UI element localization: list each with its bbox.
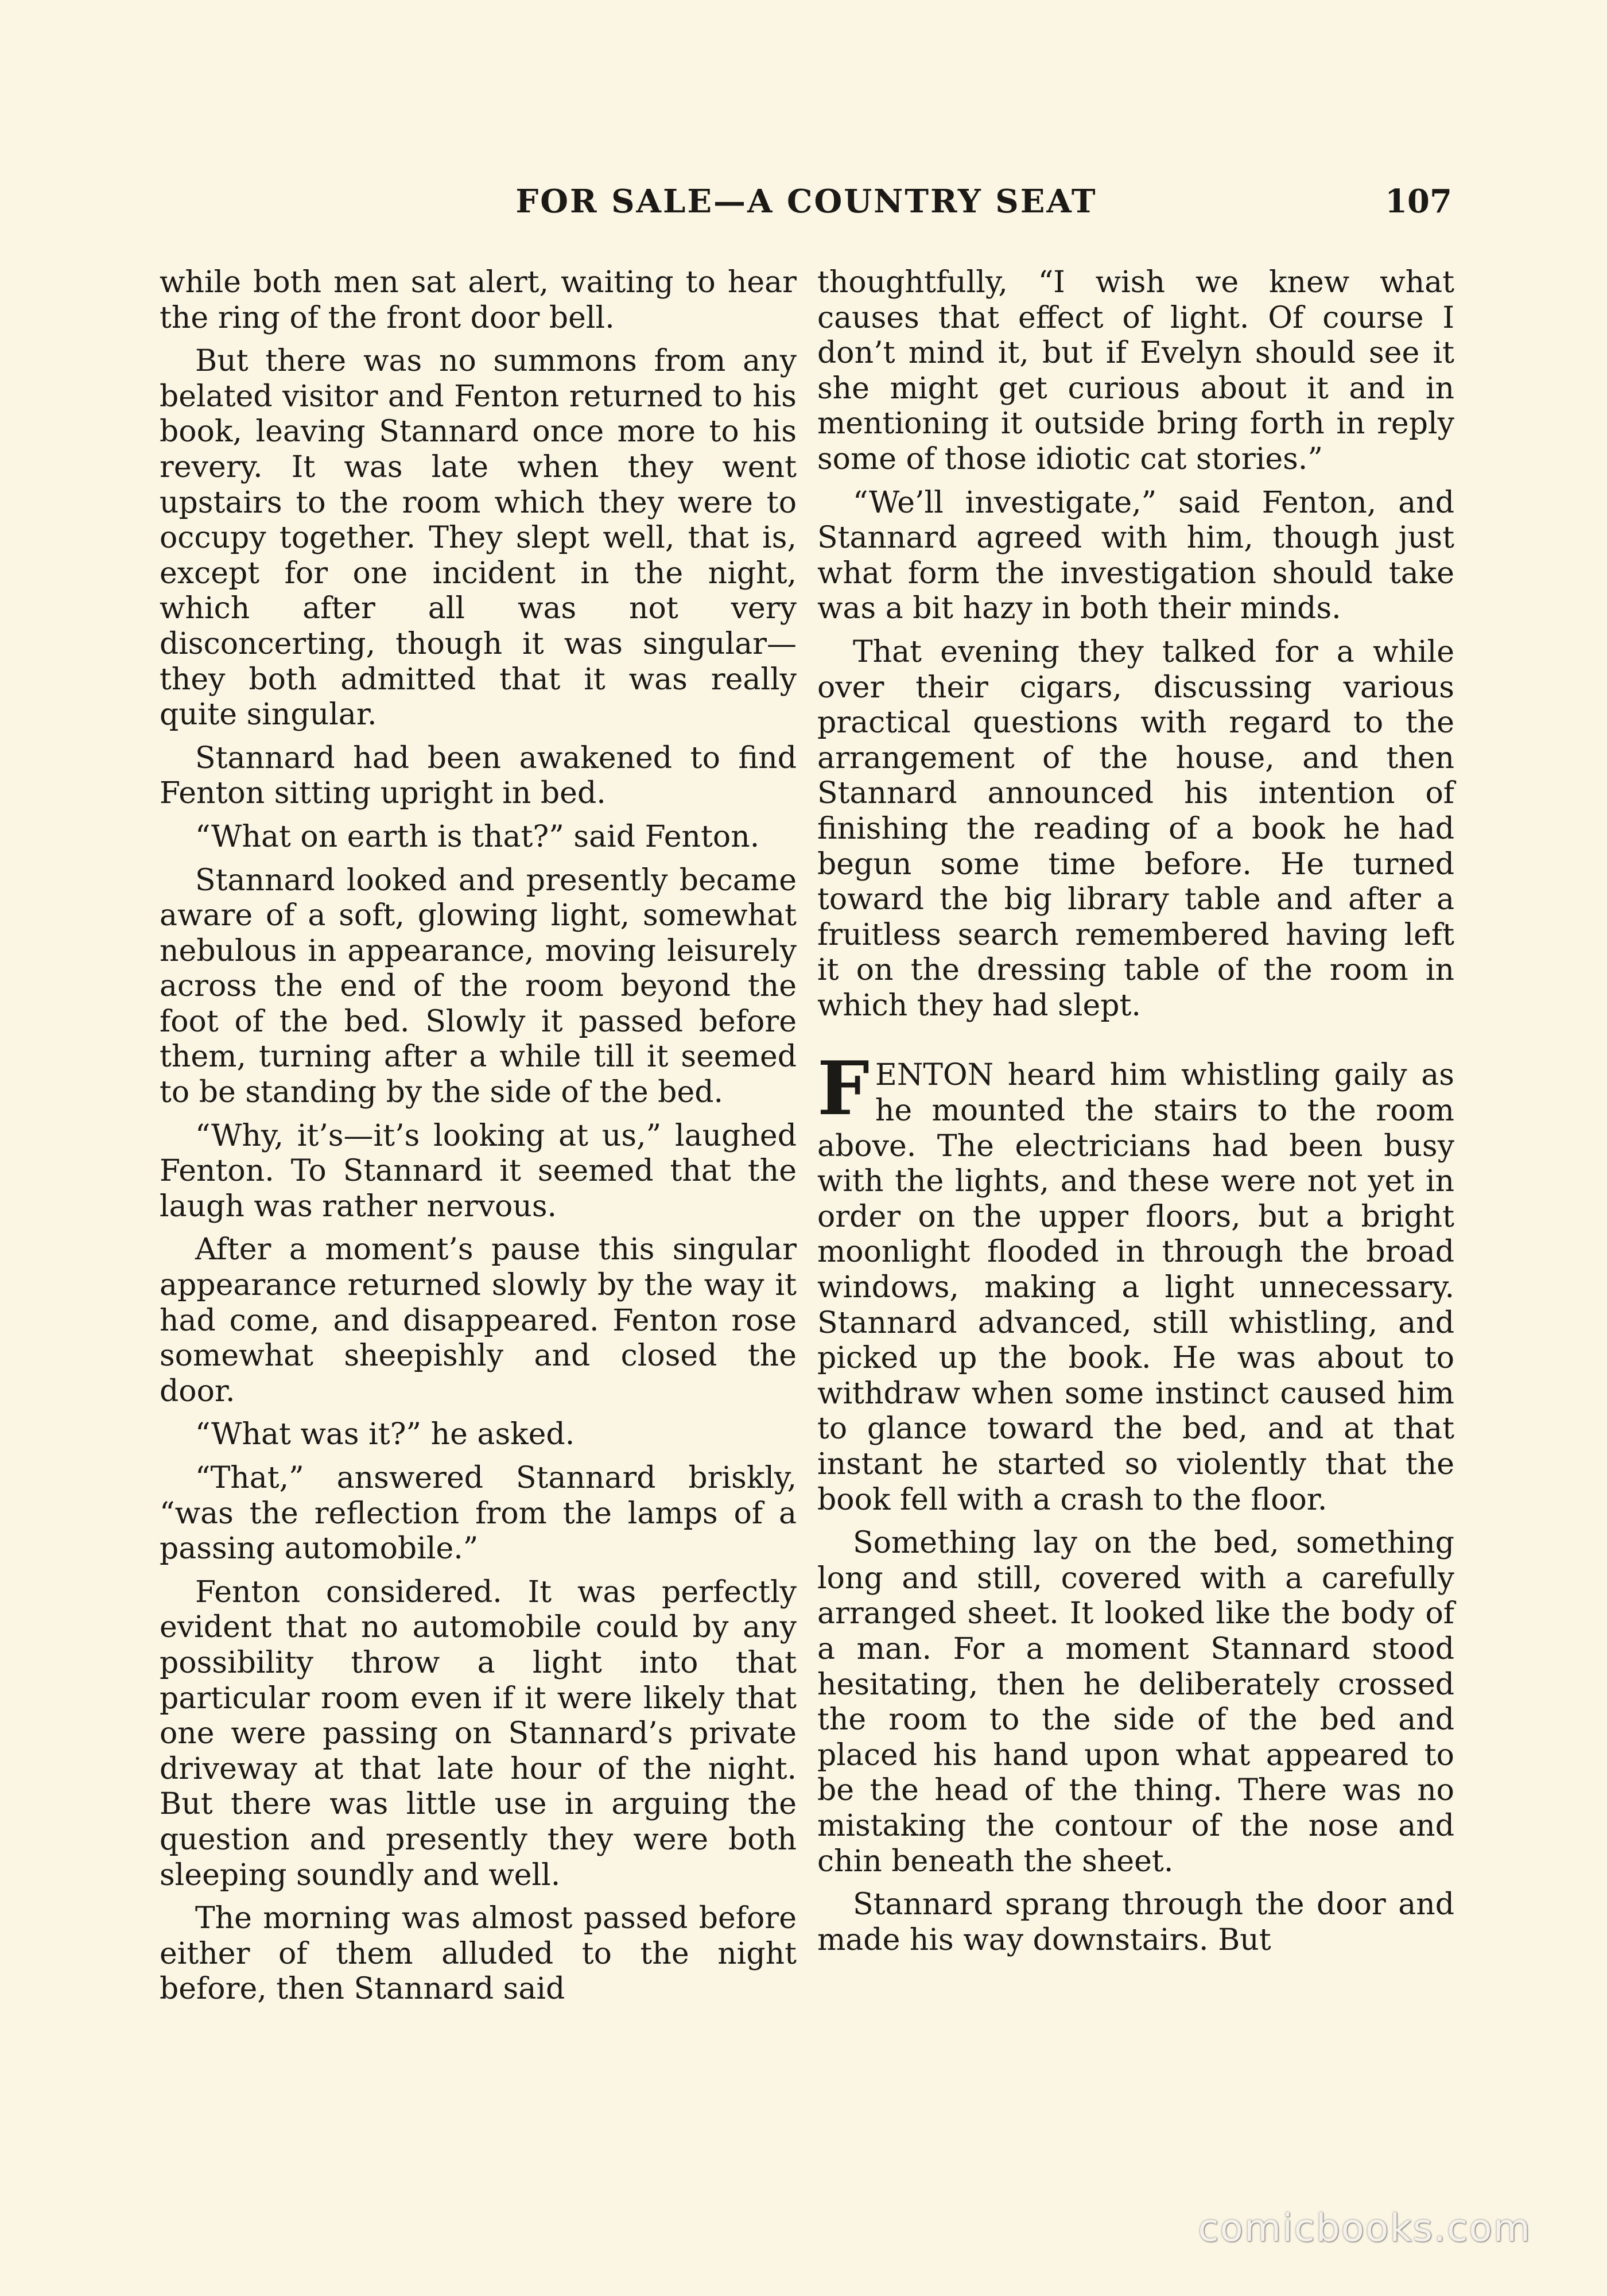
paragraph: “Why, it’s—it’s looking at us,” laughed Fenton. To Stannard it seemed that the laugh was rather nervous. (160, 1118, 797, 1224)
paragraph: “What was it?” he asked. (195, 1417, 575, 1452)
running-title: FOR SALE—A COUNTRY SEAT (515, 183, 1097, 220)
section-opening-text: ENTON heard him whistling gaily as he mounted the stairs to the room above. The electricians had been busy with the lights, and these were not yet in order on the upper floors, but a bright moonlight flooded in through the broad windows, making a light unnecessary. Stannard advanced, still whistling, and picked up the book. He was about to withdraw when some instinct caused him to glance toward the bed, and at that instant he started so violently that the book fell with a crash to the floor. (817, 1058, 1454, 1517)
paragraph: Stannard had been awakened to find Fenton sitting upright in bed. (160, 740, 797, 811)
paragraph: “What on earth is that?” said Fenton. (195, 819, 760, 854)
paragraph: while both men sat alert, waiting to hear the ring of the front door bell. (160, 265, 797, 335)
section-opening-paragraph (817, 1046, 1454, 1518)
paragraph: “We’ll investigate,” said Fenton, and Stannard agreed with him, though just what form the investigation should take was a bit hazy in both their minds. (817, 485, 1454, 626)
paragraph: Stannard sprang through the door and made his way downstairs. But (817, 1887, 1454, 1957)
drop-cap: F (817, 1046, 870, 1133)
paragraph: That evening they talked for a while over their cigars, discussing various practical questions with regard to the arrangement of the house, and then Stannard announced his intention of finishing the reading of a book he had begun some time before. He turned toward the big library table and after a fruitless search remembered having left it on the dressing table of the room in which they had slept. (817, 634, 1454, 1023)
paragraph: But there was no summons from any belated visitor and Fenton returned to his book, leaving Stannard once more to his revery. It was late when they went upstairs to the room which they were to occupy together. They slept well, that is, except for one incident in the night, which after all was not very disconcerting, though it was singular—they both admitted that it was really quite singular. (160, 344, 797, 732)
right-column (817, 265, 1454, 1966)
paragraph: Something lay on the bed, something long and still, covered with a carefully arranged sheet. It looked like the body of a man. For a moment Stannard stood hesitating, then he deliberately crossed the room to the side of the bed and placed his hand upon what appeared to be the head of the thing. There was no mistaking the contour of the nose and chin beneath the sheet. (817, 1526, 1454, 1879)
page-number: 107 (1385, 183, 1452, 220)
paragraph: thoughtfully, “I wish we knew what causes that effect of light. Of course I don’t mind it, but if Evelyn should see it she might get curious about it and in mentioning it outside bring forth in reply some of those idiotic cat stories.” (817, 265, 1454, 476)
paragraph: “That,” answered Stannard briskly, “was the reflection from the lamps of a passing automobile.” (160, 1461, 797, 1566)
left-column (160, 265, 797, 2015)
paragraph: The morning was almost passed before either of them alluded to the night before, then Stannard said (160, 1901, 797, 2007)
page-header (161, 183, 1452, 220)
paragraph: Stannard looked and presently became aware of a soft, glowing light, somewhat nebulous in appearance, moving leisurely across the end of the room beyond the foot of the bed. Slowly it passed before them, turning after a while till it seemed to be standing by the side of the bed. (160, 863, 797, 1110)
paragraph: After a moment’s pause this singular appearance returned slowly by the way it had come, and disappeared. Fenton rose somewhat sheepishly and closed the door. (160, 1232, 797, 1409)
paragraph: Fenton considered. It was perfectly evident that no automobile could by any possibility throw a light into that particular room even if it were likely that one were passing on Stannard’s private driveway at that late hour of the night. But there was little use in arguing the question and presently they were both sleeping soundly and well. (160, 1574, 797, 1892)
watermark-logo: comicbooks.com (1198, 2206, 1531, 2250)
